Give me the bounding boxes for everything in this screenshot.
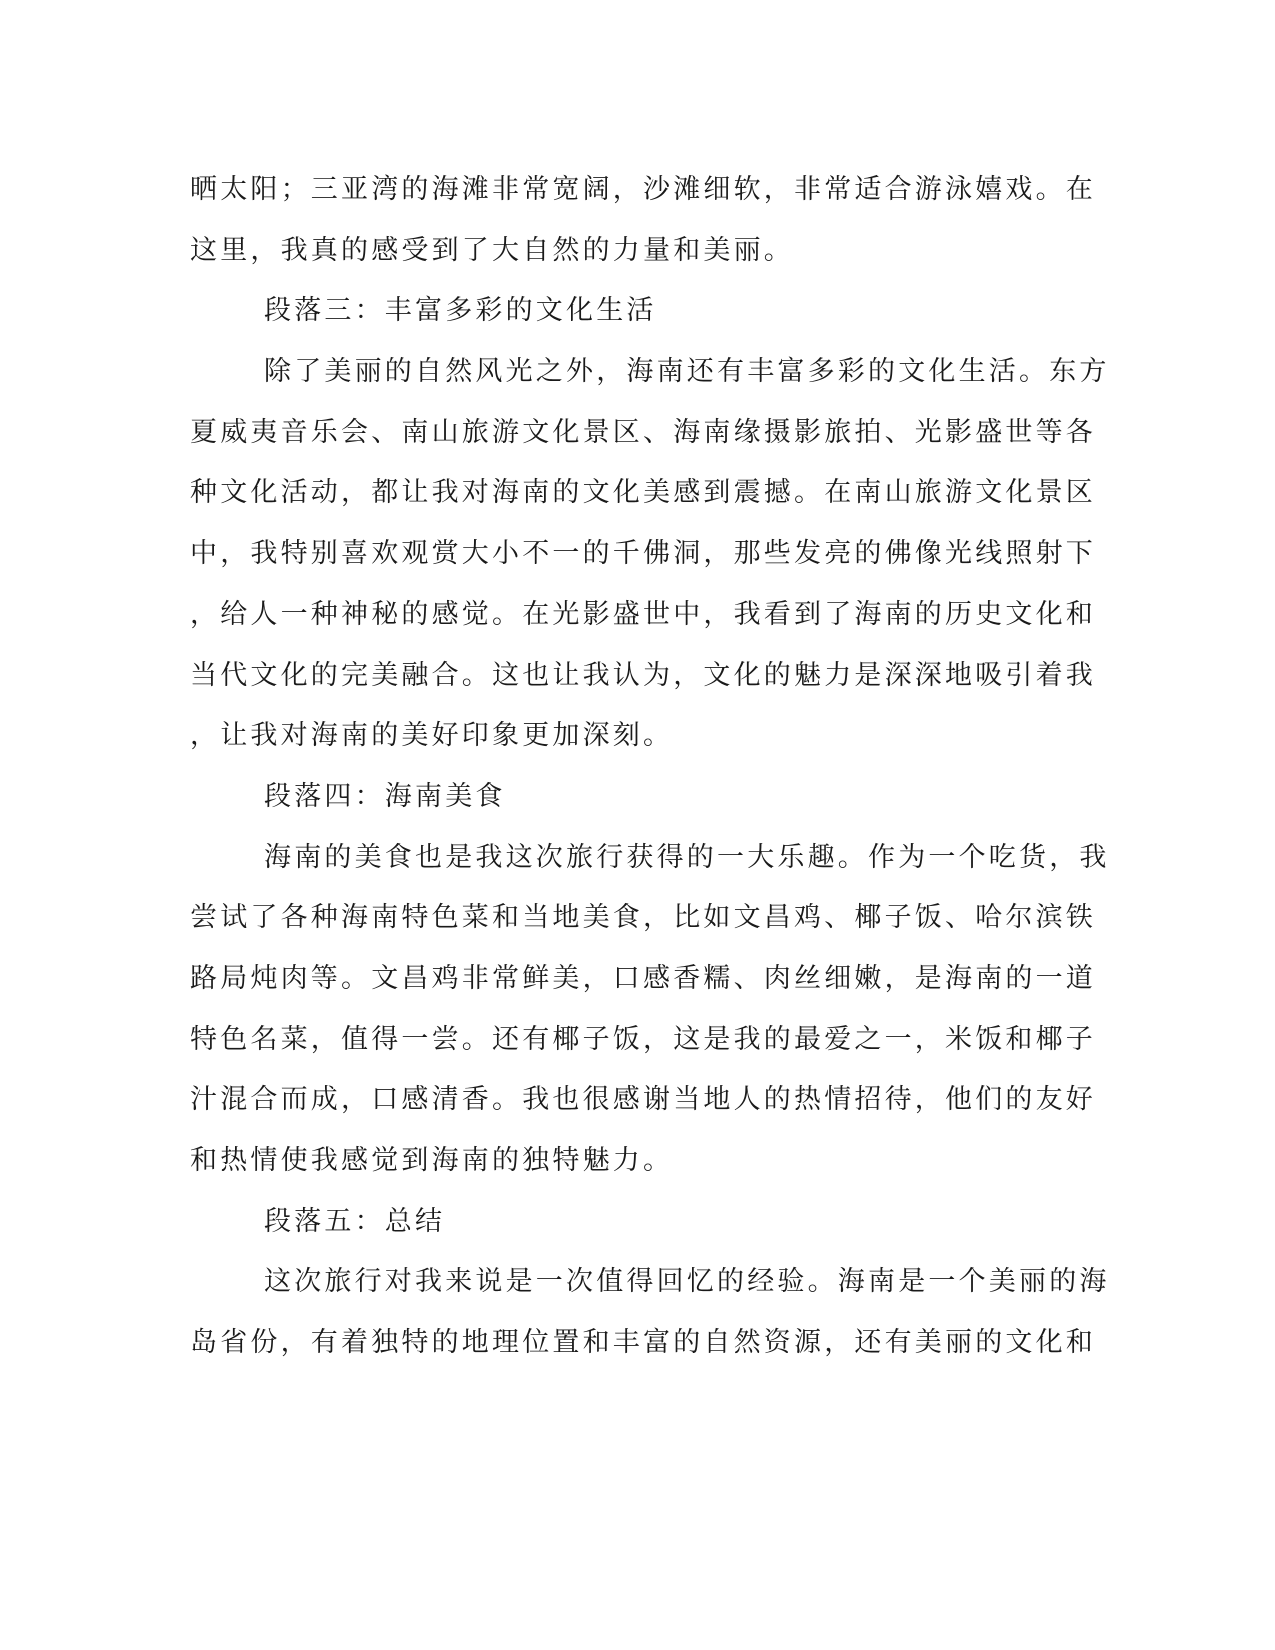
text-line: 这次旅行对我来说是一次值得回忆的经验。海南是一个美丽的海: [264, 1266, 1110, 1298]
text-line: 种文化活动，都让我对海南的文化美感到震撼。在南山旅游文化景区: [190, 477, 1096, 509]
section-heading: 段落五：总结: [264, 1205, 446, 1237]
text-line: 夏威夷音乐会、南山旅游文化景区、海南缘摄影旅拍、光影盛世等各: [190, 416, 1096, 448]
text-line: 当代文化的完美融合。这也让我认为，文化的魅力是深深地吸引着我: [190, 659, 1096, 691]
document-body: [190, 160, 1110, 1374]
text-line: 中，我特别喜欢观赏大小不一的千佛洞，那些发亮的佛像光线照射下: [190, 538, 1096, 570]
text-line: 岛省份，有着独特的地理位置和丰富的自然资源，还有美丽的文化和: [190, 1327, 1096, 1359]
text-line: ，让我对海南的美好印象更加深刻。: [190, 720, 674, 752]
section-heading: 段落三：丰富多彩的文化生活: [264, 295, 657, 327]
text-line: 这里，我真的感受到了大自然的力量和美丽。: [190, 234, 794, 266]
text-line: 除了美丽的自然风光之外，海南还有丰富多彩的文化生活。东方: [264, 356, 1110, 388]
text-line: ，给人一种神秘的感觉。在光影盛世中，我看到了海南的历史文化和: [190, 598, 1096, 630]
text-line: 特色名菜，值得一尝。还有椰子饭，这是我的最爱之一，米饭和椰子: [190, 1023, 1096, 1055]
text-line: 路局炖肉等。文昌鸡非常鲜美，口感香糯、肉丝细嫩，是海南的一道: [190, 962, 1096, 994]
text-line: 晒太阳；三亚湾的海滩非常宽阔，沙滩细软，非常适合游泳嬉戏。在: [190, 174, 1096, 205]
text-line: 尝试了各种海南特色菜和当地美食，比如文昌鸡、椰子饭、哈尔滨铁: [190, 902, 1096, 934]
text-line: 海南的美食也是我这次旅行获得的一大乐趣。作为一个吃货，我: [264, 841, 1110, 873]
text-line: 和热情使我感觉到海南的独特魅力。: [190, 1145, 674, 1176]
text-line: 汁混合而成，口感清香。我也很感谢当地人的热情招待，他们的友好: [190, 1084, 1096, 1116]
section-heading: 段落四：海南美食: [264, 780, 506, 812]
